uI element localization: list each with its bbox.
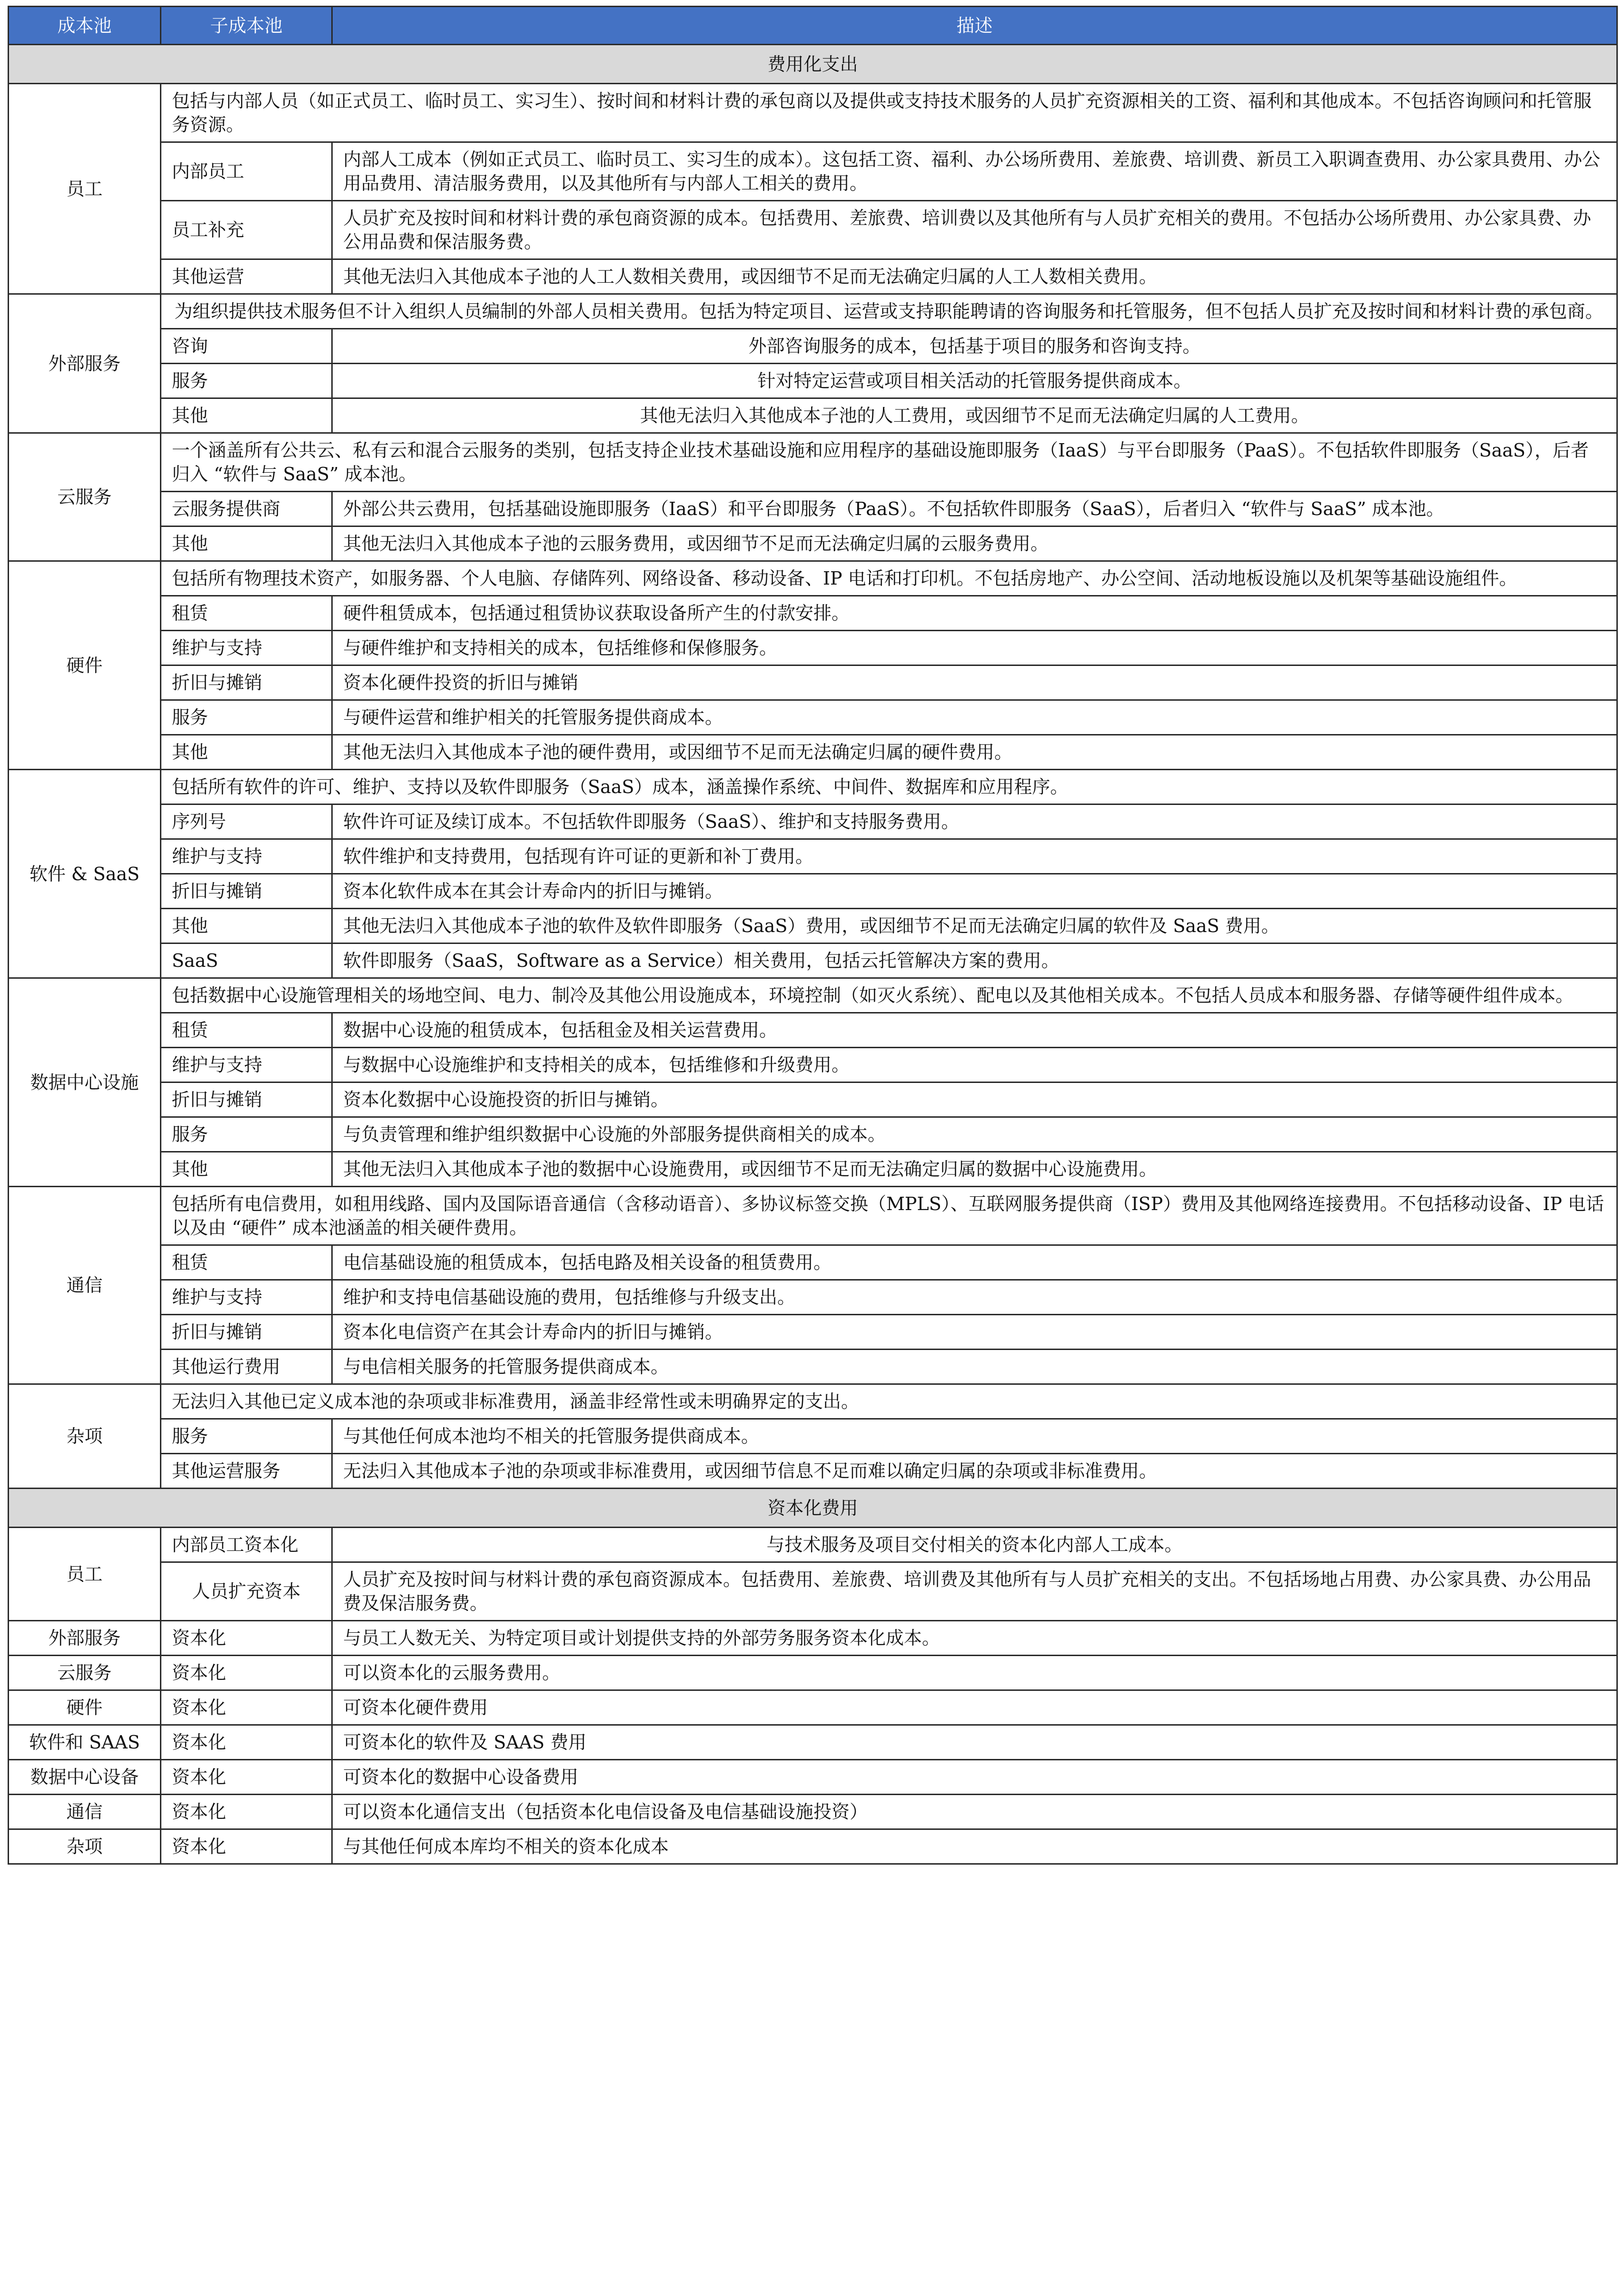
sub-pool-description: 软件维护和支持费用，包括现有许可证的更新和补丁费用。 [332, 839, 1617, 874]
table-row [9, 943, 1617, 978]
sub-pool-description: 其他无法归入其他成本子池的数据中心设施费用，或因细节不足而无法确定归属的数据中心设施费用。 [332, 1152, 1617, 1187]
table-row [9, 1562, 1617, 1621]
sub-pool-description: 与电信相关服务的托管服务提供商成本。 [332, 1350, 1617, 1384]
table-row [9, 1454, 1617, 1489]
pool-name: 软件和 SAAS [9, 1725, 161, 1760]
sub-pool-name: 服务 [161, 1117, 332, 1152]
sub-pool-description: 软件即服务（SaaS，Software as a Service）相关费用，包括云托管解决方案的费用。 [332, 943, 1617, 978]
table-row [9, 142, 1617, 201]
pool-name: 杂项 [9, 1829, 161, 1864]
sub-pool-description: 外部咨询服务的成本，包括基于项目的服务和咨询支持。 [332, 329, 1617, 364]
sub-pool-name: 人员扩充资本 [161, 1562, 332, 1621]
table-row [9, 561, 1617, 596]
sub-pool-description: 可以资本化的云服务费用。 [332, 1656, 1617, 1690]
table-row [9, 433, 1617, 492]
sub-pool-name: 维护与支持 [161, 1280, 332, 1315]
sub-pool-name: 折旧与摊销 [161, 1082, 332, 1117]
table-row [9, 665, 1617, 700]
pool-name: 通信 [9, 1795, 161, 1829]
sub-pool-name: 其他 [161, 735, 332, 770]
sub-pool-name: 资本化 [161, 1690, 332, 1725]
sub-pool-name: 云服务提供商 [161, 492, 332, 526]
sub-pool-name: 其他 [161, 398, 332, 433]
table-row [9, 1117, 1617, 1152]
sub-pool-name: 折旧与摊销 [161, 665, 332, 700]
table-row [9, 1187, 1617, 1245]
sub-pool-name: 其他运行费用 [161, 1350, 332, 1384]
table-row [9, 492, 1617, 526]
sub-pool-name: 资本化 [161, 1829, 332, 1864]
table-row [9, 1690, 1617, 1725]
sub-pool-description: 人员扩充及按时间和材料计费的承包商资源的成本。包括费用、差旅费、培训费以及其他所有与人员扩充相关的费用。不包括办公场所费用、办公家具费、办公用品费和保洁服务费。 [332, 201, 1617, 259]
sub-pool-description: 其他无法归入其他成本子池的云服务费用，或因细节不足而无法确定归属的云服务费用。 [332, 526, 1617, 561]
table-row [9, 700, 1617, 735]
sub-pool-name: 其他 [161, 909, 332, 943]
sub-pool-description: 与硬件维护和支持相关的成本，包括维修和保修服务。 [332, 631, 1617, 665]
table-row [9, 1656, 1617, 1690]
table-row [9, 294, 1617, 329]
pool-name: 员工 [9, 84, 161, 294]
pool-description: 包括所有物理技术资产，如服务器、个人电脑、存储阵列、网络设备、移动设备、IP 电话和打印机。不包括房地产、办公空间、活动地板设施以及机架等基础设施组件。 [161, 561, 1617, 596]
pool-name: 员工 [9, 1528, 161, 1621]
sub-pool-description: 外部公共云费用，包括基础设施即服务（IaaS）和平台即服务（PaaS）。不包括软件即服务（SaaS），后者归入 “软件与 SaaS” 成本池。 [332, 492, 1617, 526]
sub-pool-description: 其他无法归入其他成本子池的硬件费用，或因细节不足而无法确定归属的硬件费用。 [332, 735, 1617, 770]
sub-pool-name: 序列号 [161, 804, 332, 839]
pool-name: 通信 [9, 1187, 161, 1384]
sub-pool-description: 可资本化的软件及 SAAS 费用 [332, 1725, 1617, 1760]
table-row [9, 526, 1617, 561]
table-row [9, 1621, 1617, 1656]
sub-pool-name: 其他运营服务 [161, 1454, 332, 1489]
table-row [9, 596, 1617, 631]
sub-pool-description: 与员工人数无关、为特定项目或计划提供支持的外部劳务服务资本化成本。 [332, 1621, 1617, 1656]
sub-pool-description: 与其他任何成本池均不相关的托管服务提供商成本。 [332, 1419, 1617, 1454]
table-row [9, 398, 1617, 433]
sub-pool-description: 电信基础设施的租赁成本，包括电路及相关设备的租赁费用。 [332, 1245, 1617, 1280]
sub-pool-name: 内部员工资本化 [161, 1528, 332, 1562]
pool-description: 无法归入其他已定义成本池的杂项或非标准费用，涵盖非经常性或未明确界定的支出。 [161, 1384, 1617, 1419]
sub-pool-description: 内部人工成本（例如正式员工、临时员工、实习生的成本）。这包括工资、福利、办公场所费用、差旅费、培训费、新员工入职调查费用、办公家具费用、办公用品费用、清洁服务费用，以及其他所有与内部人工相关的费用。 [332, 142, 1617, 201]
sub-pool-name: 租赁 [161, 596, 332, 631]
sub-pool-name: 折旧与摊销 [161, 874, 332, 909]
sub-pool-description: 可资本化的数据中心设备费用 [332, 1760, 1617, 1795]
pool-name: 软件 & SaaS [9, 770, 161, 978]
sub-pool-name: 折旧与摊销 [161, 1315, 332, 1350]
sub-pool-name: 租赁 [161, 1013, 332, 1048]
pool-name: 云服务 [9, 1656, 161, 1690]
section-title-capital: 资本化费用 [9, 1489, 1617, 1528]
sub-pool-description: 资本化电信资产在其会计寿命内的折旧与摊销。 [332, 1315, 1617, 1350]
table-row [9, 631, 1617, 665]
pool-name: 数据中心设施 [9, 978, 161, 1187]
sub-pool-description: 与数据中心设施维护和支持相关的成本，包括维修和升级费用。 [332, 1048, 1617, 1082]
table-row [9, 735, 1617, 770]
table-row [9, 1048, 1617, 1082]
sub-pool-name: SaaS [161, 943, 332, 978]
pool-description: 包括所有软件的许可、维护、支持以及软件即服务（SaaS）成本，涵盖操作系统、中间件、数据库和应用程序。 [161, 770, 1617, 804]
table-row [9, 1013, 1617, 1048]
table-row [9, 201, 1617, 259]
table-row [9, 1245, 1617, 1280]
header-description: 描述 [332, 7, 1617, 45]
sub-pool-name: 租赁 [161, 1245, 332, 1280]
section-title-expense-row [9, 45, 1617, 84]
table-row [9, 1315, 1617, 1350]
sub-pool-name: 维护与支持 [161, 839, 332, 874]
sub-pool-description: 软件许可证及续订成本。不包括软件即服务（SaaS）、维护和支持服务费用。 [332, 804, 1617, 839]
cost-pool-table [8, 6, 1618, 1865]
pool-name: 外部服务 [9, 294, 161, 433]
sub-pool-description: 可资本化硬件费用 [332, 1690, 1617, 1725]
sub-pool-description: 可以资本化通信支出（包括资本化电信设备及电信基础设施投资） [332, 1795, 1617, 1829]
sub-pool-name: 其他 [161, 526, 332, 561]
table-body [9, 45, 1617, 1864]
sub-pool-name: 资本化 [161, 1795, 332, 1829]
table-row [9, 259, 1617, 294]
table-row [9, 1152, 1617, 1187]
pool-name: 外部服务 [9, 1621, 161, 1656]
table-row [9, 1280, 1617, 1315]
sub-pool-name: 资本化 [161, 1656, 332, 1690]
table-row [9, 874, 1617, 909]
section-title-expense: 费用化支出 [9, 45, 1617, 84]
pool-description: 为组织提供技术服务但不计入组织人员编制的外部人员相关费用。包括为特定项目、运营或支持职能聘请的咨询服务和托管服务，但不包括人员扩充及按时间和材料计费的承包商。 [161, 294, 1617, 329]
sub-pool-name: 其他 [161, 1152, 332, 1187]
sub-pool-description: 其他无法归入其他成本子池的人工人数相关费用，或因细节不足而无法确定归属的人工人数相关费用。 [332, 259, 1617, 294]
table-row [9, 329, 1617, 364]
sub-pool-description: 与负责管理和维护组织数据中心设施的外部服务提供商相关的成本。 [332, 1117, 1617, 1152]
sub-pool-name: 其他运营 [161, 259, 332, 294]
sub-pool-name: 咨询 [161, 329, 332, 364]
sub-pool-name: 资本化 [161, 1621, 332, 1656]
table-row [9, 1760, 1617, 1795]
table-row [9, 1725, 1617, 1760]
table-row [9, 1795, 1617, 1829]
table-row [9, 1419, 1617, 1454]
table-row [9, 804, 1617, 839]
sub-pool-description: 无法归入其他成本子池的杂项或非标准费用，或因细节信息不足而难以确定归属的杂项或非标准费用。 [332, 1454, 1617, 1489]
pool-name: 云服务 [9, 433, 161, 561]
pool-name: 杂项 [9, 1384, 161, 1489]
sub-pool-description: 资本化数据中心设施投资的折旧与摊销。 [332, 1082, 1617, 1117]
sub-pool-name: 资本化 [161, 1760, 332, 1795]
pool-name: 硬件 [9, 1690, 161, 1725]
pool-description: 包括与内部人员（如正式员工、临时员工、实习生）、按时间和材料计费的承包商以及提供或支持技术服务的人员扩充资源相关的工资、福利和其他成本。不包括咨询顾问和托管服务资源。 [161, 84, 1617, 142]
section-title-capital-row [9, 1489, 1617, 1528]
sub-pool-description: 硬件租赁成本，包括通过租赁协议获取设备所产生的付款安排。 [332, 596, 1617, 631]
sub-pool-description: 针对特定运营或项目相关活动的托管服务提供商成本。 [332, 364, 1617, 398]
sub-pool-description: 维护和支持电信基础设施的费用，包括维修与升级支出。 [332, 1280, 1617, 1315]
sub-pool-name: 服务 [161, 364, 332, 398]
table-row [9, 1528, 1617, 1562]
pool-name: 硬件 [9, 561, 161, 770]
sub-pool-description: 与硬件运营和维护相关的托管服务提供商成本。 [332, 700, 1617, 735]
sub-pool-name: 维护与支持 [161, 1048, 332, 1082]
sub-pool-description: 数据中心设施的租赁成本，包括租金及相关运营费用。 [332, 1013, 1617, 1048]
pool-description: 包括所有电信费用，如租用线路、国内及国际语音通信（含移动语音）、多协议标签交换（MPLS）、互联网服务提供商（ISP）费用及其他网络连接费用。不包括移动设备、IP 电话以及由 “硬件” 成本池涵盖的相关硬件费用。 [161, 1187, 1617, 1245]
sub-pool-name: 员工补充 [161, 201, 332, 259]
pool-description: 一个涵盖所有公共云、私有云和混合云服务的类别，包括支持企业技术基础设施和应用程序的基础设施即服务（IaaS）与平台即服务（PaaS）。不包括软件即服务（SaaS），后者归入 “软件与 SaaS” 成本池。 [161, 433, 1617, 492]
pool-description: 包括数据中心设施管理相关的场地空间、电力、制冷及其他公用设施成本，环境控制（如灭火系统）、配电以及其他相关成本。不包括人员成本和服务器、存储等硬件组件成本。 [161, 978, 1617, 1013]
table-row [9, 770, 1617, 804]
table-row [9, 84, 1617, 142]
table-row [9, 839, 1617, 874]
sub-pool-name: 维护与支持 [161, 631, 332, 665]
table-row [9, 1384, 1617, 1419]
table-row [9, 1082, 1617, 1117]
table-row [9, 364, 1617, 398]
table-row [9, 1829, 1617, 1864]
pool-name: 数据中心设备 [9, 1760, 161, 1795]
sub-pool-description: 其他无法归入其他成本子池的人工费用，或因细节不足而无法确定归属的人工费用。 [332, 398, 1617, 433]
sub-pool-name: 服务 [161, 700, 332, 735]
sub-pool-description: 人员扩充及按时间与材料计费的承包商资源成本。包括费用、差旅费、培训费及其他所有与人员扩充相关的支出。不包括场地占用费、办公家具费、办公用品费及保洁服务费。 [332, 1562, 1617, 1621]
table-row [9, 909, 1617, 943]
table-row [9, 978, 1617, 1013]
sub-pool-description: 资本化软件成本在其会计寿命内的折旧与摊销。 [332, 874, 1617, 909]
header-pool: 成本池 [9, 7, 161, 45]
sub-pool-description: 与其他任何成本库均不相关的资本化成本 [332, 1829, 1617, 1864]
sub-pool-name: 资本化 [161, 1725, 332, 1760]
sub-pool-name: 内部员工 [161, 142, 332, 201]
table-header-row [9, 7, 1617, 45]
sub-pool-name: 服务 [161, 1419, 332, 1454]
table-row [9, 1350, 1617, 1384]
header-sub-pool: 子成本池 [161, 7, 332, 45]
sub-pool-description: 与技术服务及项目交付相关的资本化内部人工成本。 [332, 1528, 1617, 1562]
sub-pool-description: 其他无法归入其他成本子池的软件及软件即服务（SaaS）费用，或因细节不足而无法确定归属的软件及 SaaS 费用。 [332, 909, 1617, 943]
sub-pool-description: 资本化硬件投资的折旧与摊销 [332, 665, 1617, 700]
